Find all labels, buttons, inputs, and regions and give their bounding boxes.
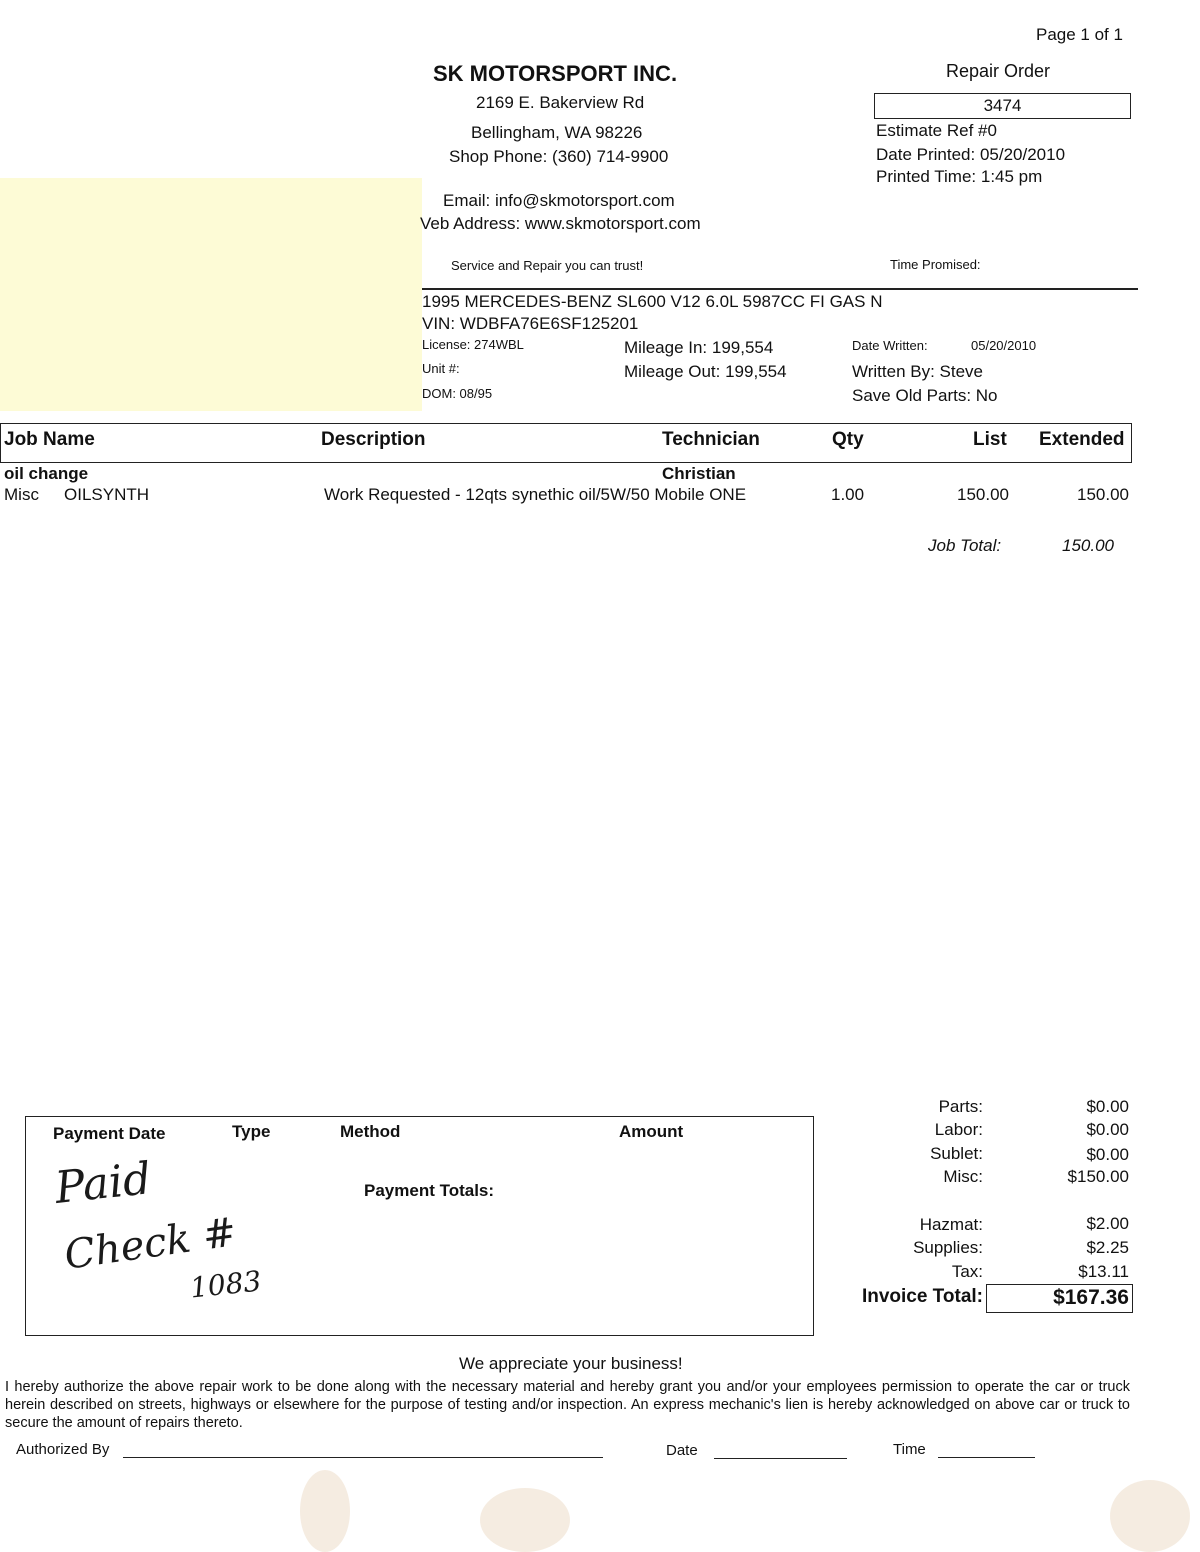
date-written: 05/20/2010 [971, 338, 1037, 353]
time-label: Time [893, 1441, 926, 1458]
handwritten-paid: Paid [52, 1153, 154, 1214]
date-label: Date [666, 1442, 698, 1459]
page-indicator: Page 1 of 1 [1036, 25, 1123, 44]
repair-order-title: Repair Order [946, 61, 1051, 81]
misc-value: $150.00 [1067, 1167, 1129, 1186]
payment-totals-label: Payment Totals: [364, 1181, 495, 1200]
job-technician: Christian [662, 464, 736, 483]
handwritten-check-number: 1083 [188, 1264, 263, 1305]
job-total-label: Job Total: [928, 536, 1002, 555]
line-code: OILSYNTH [64, 485, 150, 504]
save-old-parts: Save Old Parts: No [852, 386, 998, 405]
payment-col-amount: Amount [619, 1122, 684, 1141]
header-divider [422, 288, 1138, 290]
col-list: List [973, 429, 1007, 450]
job-table-header [0, 423, 1132, 463]
shop-address-line2: Bellingham, WA 98226 [471, 123, 643, 142]
date-line[interactable] [714, 1458, 847, 1459]
col-technician: Technician [662, 429, 760, 450]
line-list: 150.00 [957, 485, 1009, 504]
line-extended: 150.00 [1077, 485, 1129, 504]
payment-col-date: Payment Date [53, 1124, 166, 1143]
vehicle-unit: Unit #: [422, 361, 460, 376]
labor-label: Labor: [934, 1120, 983, 1139]
col-description: Description [321, 429, 426, 450]
parts-label: Parts: [938, 1097, 983, 1116]
sticky-note-redaction [0, 178, 422, 411]
parts-value: $0.00 [1086, 1097, 1129, 1116]
authorized-by-label: Authorized By [16, 1441, 110, 1458]
mileage-in: Mileage In: 199,554 [624, 338, 774, 357]
written-by: Written By: Steve [852, 362, 984, 381]
invoice-total-box [986, 1284, 1133, 1313]
sublet-value: $0.00 [1086, 1145, 1129, 1164]
authorization-text: I hereby authorize the above repair work to be done along with the necessary material and hereby grant you and/or your employees permission to operate the car or truck herein described on streets, highways or elsewhere for the purpose of testing and/or inspection. An express mechanic's lien is hereby acknowledged on above car or truck to secure the amount of repairs thereto. [5, 1379, 1130, 1431]
vehicle-dom: DOM: 08/95 [422, 386, 493, 401]
vehicle-description: 1995 MERCEDES-BENZ SL600 V12 6.0L 5987CC FI GAS N [422, 292, 883, 311]
time-promised: Time Promised: [890, 257, 981, 272]
col-extended: Extended [1039, 429, 1125, 450]
invoice-total-label: Invoice Total: [861, 1286, 983, 1307]
job-total-value: 150.00 [1062, 536, 1114, 555]
shop-web: Veb Address: www.skmotorsport.com [420, 214, 701, 233]
line-type: Misc [4, 485, 39, 504]
order-number: 3474 [983, 96, 1022, 115]
tax-value: $13.11 [1078, 1262, 1129, 1281]
supplies-value: $2.25 [1086, 1238, 1129, 1257]
misc-label: Misc: [943, 1167, 983, 1186]
estimate-ref: Estimate Ref #0 [876, 121, 997, 140]
shop-email: Email: info@skmotorsport.com [443, 191, 675, 210]
shop-address-line1: 2169 E. Bakerview Rd [476, 93, 645, 112]
job-name: oil change [4, 464, 89, 483]
payment-col-type: Type [232, 1122, 271, 1141]
date-written-label: Date Written: [852, 338, 928, 353]
invoice-total-value: $167.36 [1053, 1286, 1129, 1309]
vehicle-vin: VIN: WDBFA76E6SF125201 [422, 314, 639, 333]
col-job-name: Job Name [4, 429, 95, 450]
order-number-box [874, 93, 1131, 119]
line-qty: 1.00 [831, 485, 865, 504]
labor-value: $0.00 [1086, 1120, 1129, 1139]
vehicle-license: License: 274WBL [422, 337, 524, 352]
shop-name: SK MOTORSPORT INC. [433, 61, 678, 86]
date-printed: Date Printed: 05/20/2010 [876, 145, 1066, 164]
col-qty: Qty [832, 429, 864, 450]
mileage-out: Mileage Out: 199,554 [624, 362, 787, 381]
tax-label: Tax: [951, 1262, 983, 1281]
supplies-label: Supplies: [913, 1238, 983, 1257]
time-line[interactable] [938, 1457, 1035, 1458]
authorized-by-line[interactable] [123, 1457, 603, 1458]
handwritten-check: Check # [61, 1209, 240, 1279]
coffee-stain [480, 1488, 570, 1552]
line-description: Work Requested - 12qts synethic oil/5W/50 Mobile ONE [324, 485, 747, 504]
thanks-message: We appreciate your business! [459, 1354, 683, 1373]
hazmat-value: $2.00 [1086, 1214, 1129, 1233]
coffee-stain-2 [300, 1470, 350, 1552]
hazmat-label: Hazmat: [919, 1215, 983, 1234]
shop-phone: Shop Phone: (360) 714-9900 [449, 147, 669, 166]
payment-col-method: Method [340, 1122, 401, 1141]
printed-time: Printed Time: 1:45 pm [876, 167, 1043, 186]
shop-tagline: Service and Repair you can trust! [451, 258, 644, 273]
coffee-stain-3 [1110, 1480, 1190, 1552]
sublet-label: Sublet: [930, 1144, 983, 1163]
